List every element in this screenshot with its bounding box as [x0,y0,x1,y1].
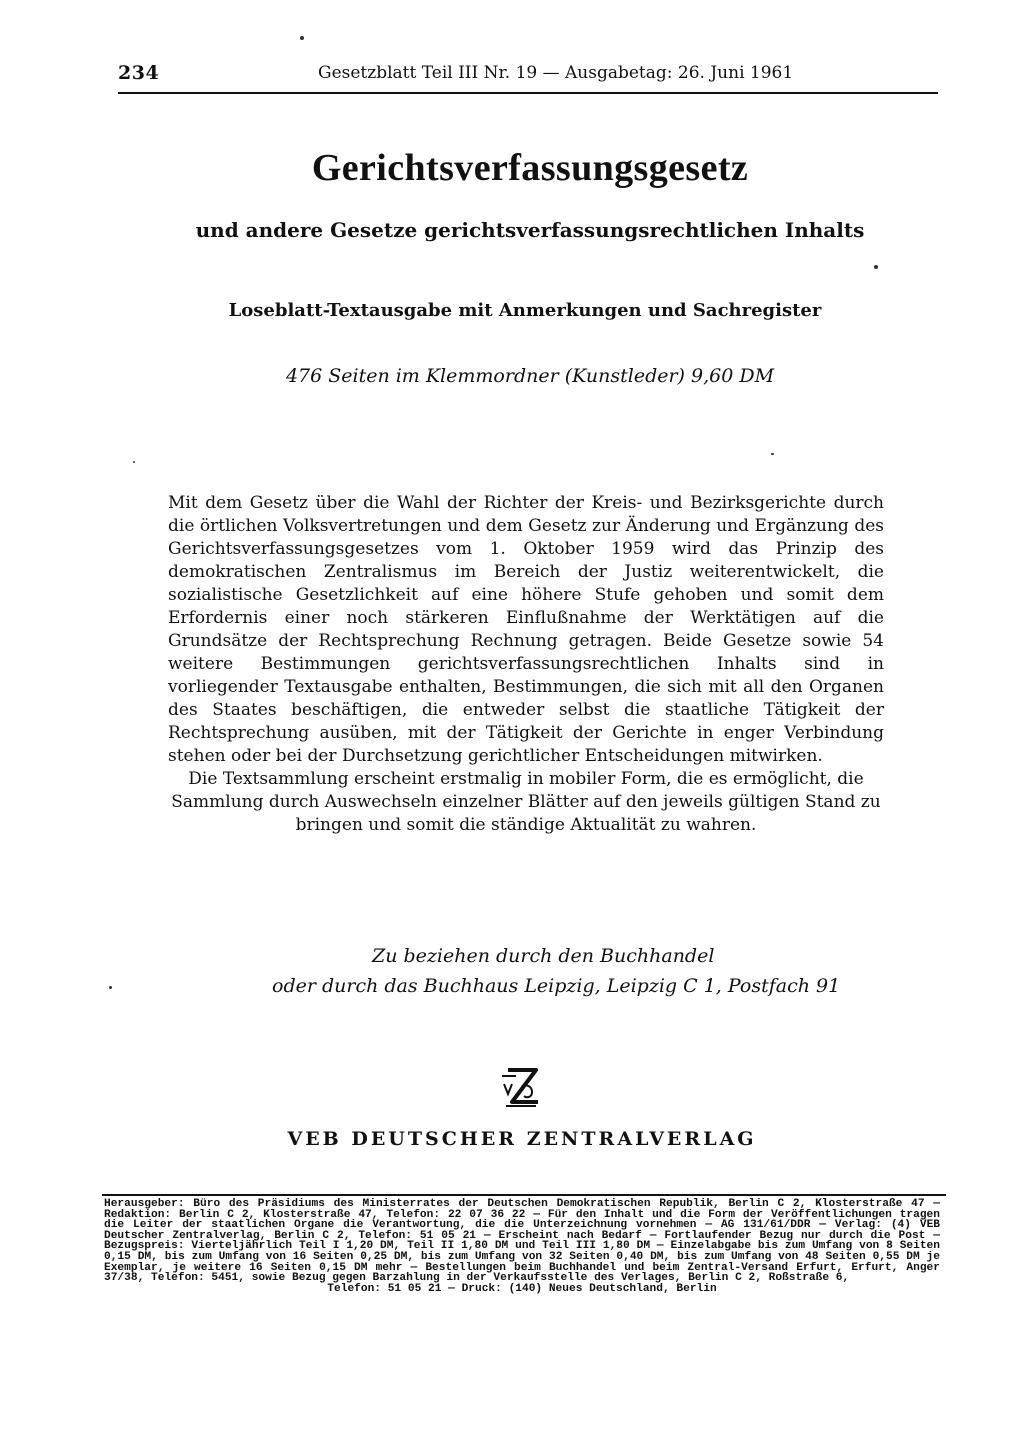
edition-line: Loseblatt-Textausgabe mit Anmerkungen und Sachregister [228,300,822,321]
imprint-block [104,1199,940,1294]
publisher-logo-icon [496,1066,544,1110]
description-paragraph: Mit dem Gesetz über die Wahl der Richter der Kreis- und Bezirksgerichte durch die örtlichen Volksvertretungen und dem Gesetz zur Änderung und Ergänzung des Gerichtsverfassungsgesetzes vom 1. Oktober 1959 wird das Prinzip des demokratischen Zentralismus im Bereich der Justiz weiterentwickelt, die sozialistische Gesetzlichkeit auf eine höhere Stufe gehoben und somit dem Erfordernis einer noch stärkeren Einflußnahme der Werktätigen auf die Grundsätze der Rechtsprechung Rechnung getragen. Beide Gesetze sowie 54 weitere Bestimmungen gerichtsverfassungsrechtlichen Inhalts sind in vorliegender Textausgabe enthalten, Bestimmungen, die sich mit all den Organen des Staates beschäftigen, die entweder selbst die staatliche Tätigkeit der Rechtsprechung ausüben, mit der Tätigkeit der Gerichte in enger Verbindung stehen oder bei der Durchsetzung gerichtlicher Entscheidungen mitwirken. [168,493,884,766]
page-number: 234 [118,62,160,84]
running-header [118,62,938,96]
book-title: Gerichtsverfassungsgesetz [311,147,749,189]
description-text [168,492,884,837]
scan-speck [874,265,878,269]
scan-speck [300,36,304,40]
imprint-rule [102,1194,946,1196]
scan-speck [109,986,112,989]
ordering-address: oder durch das Buchhaus Leipzig, Leipzig C 1, Postfach 91 [272,975,841,997]
running-head: Gesetzblatt Teil III Nr. 19 — Ausgabetag: 26. Juni 1961 [318,63,794,83]
publisher-name: VEB DEUTSCHER ZENTRALVERLAG [287,1128,757,1150]
price-line: 476 Seiten im Klemmordner (Kunstleder) 9,60 DM [285,365,775,387]
book-subtitle: und andere Gesetze gerichtsverfassungsrechtlichen Inhalts [195,218,865,242]
imprint-text: Herausgeber: Büro des Präsidiums des Ministerrates der Deutschen Demokratischen Republik, Berlin C 2, Klosterstraße 47 — Redaktion: Berlin C 2, Klosterstraße 47, Telefon: 22 07 36 22 — Für den Inhalt und die Form der Veröffentlichungen tragen die Leiter der staatlichen Organe die Verantwortung, die die Unterzeichnung vornehmen — AG 131/61/DDR — Verlag: (4) VEB Deutscher Zentralverlag, Berlin C 2, Telefon: 51 05 21 — Erscheint nach Bedarf — Fortlaufender Bezug nur durch die Post — Bezugspreis: Vierteljährlich Teil I 1,20 DM, Teil II 1,80 DM und Teil III 1,80 DM — Einzelabgabe bis zum Umfang von 8 Seiten 0,15 DM, bis zum Umfang von 16 Seiten 0,25 DM, bis zum Umfang von 32 Seiten 0,40 DM, bis zum Umfang von 48 Seiten 0,55 DM je Exemplar, je weitere 16 Seiten 0,15 DM mehr — Bestellungen beim Buchhandel und beim Zentral-Versand Erfurt, Erfurt, Anger 37/38, Telefon: 5451, sowie Bezug gegen Barzahlung in der Verkaufsstelle des Verlages, Berlin C 2, Roßstraße 6, [104,1198,940,1285]
scan-speck [133,461,135,463]
description-paragraph: Die Textsammlung erscheint erstmalig in mobiler Form, die es ermöglicht, die Sammlung durch Auswechseln einzelner Blätter auf den jeweils gültigen Stand zu bringen und somit die ständige Aktualität zu wahren. [171,769,881,835]
imprint-last-line: Telefon: 51 05 21 — Druck: (140) Neues Deutschland, Berlin [327,1282,717,1295]
header-rule [118,92,938,94]
ordering-line: Zu beziehen durch den Buchhandel [372,945,715,967]
scan-speck [771,453,774,455]
